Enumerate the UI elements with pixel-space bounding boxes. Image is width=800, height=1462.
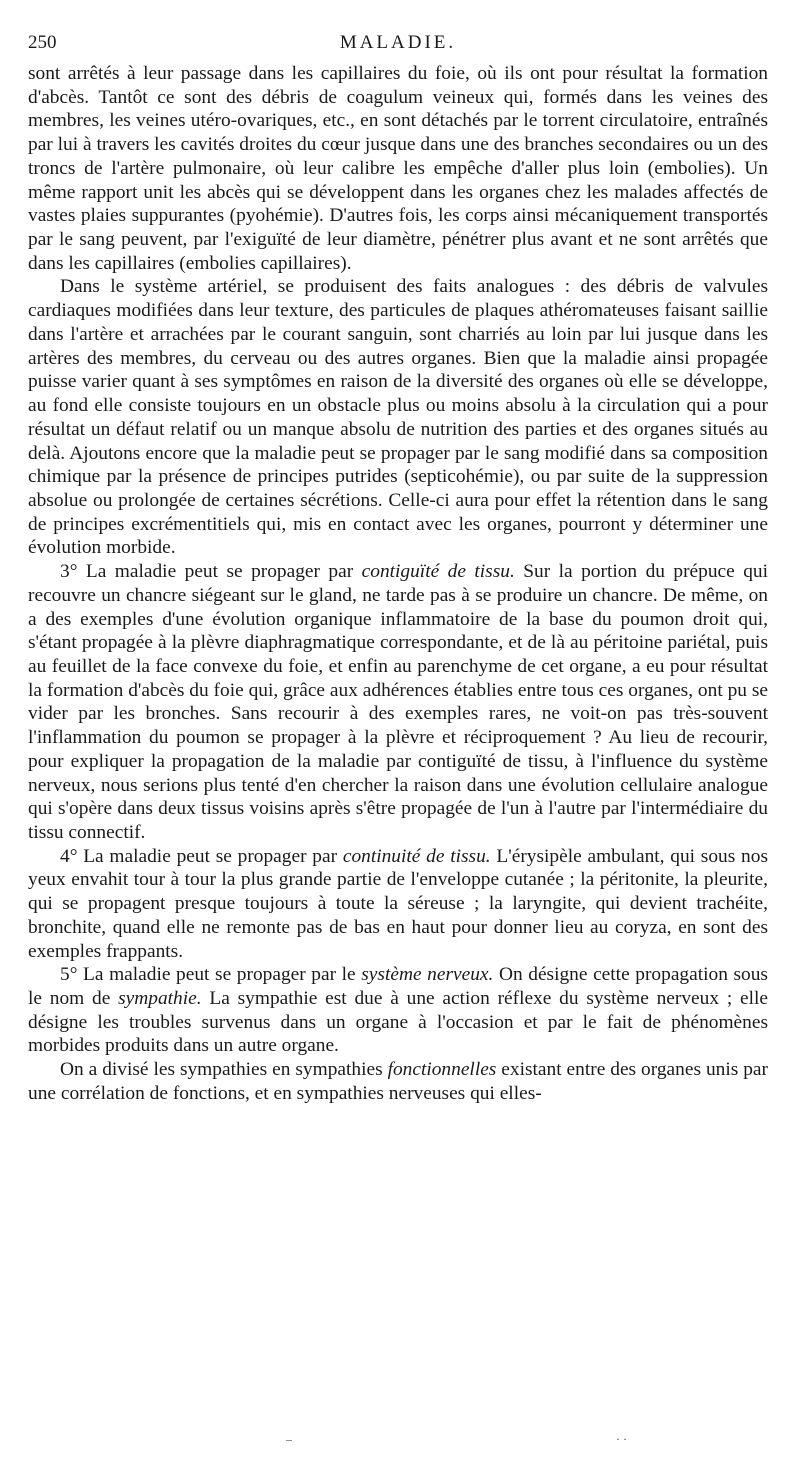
scan-marks [0,1432,800,1446]
paragraph-4-continuity [28,845,768,964]
scan-dash-mark: – [286,1432,292,1446]
body-text [28,62,768,1106]
paragraph-text: La sympathie est due à une action réflexe du système nerveux ; elle désigne les troubles survenus dans un organe à l'occasion et par le fait de phénomènes morbides produits dans un autre organe. [28,988,768,1057]
paragraph-2 [28,275,768,560]
running-head: MALADIE. [339,32,457,53]
paragraph-text: Dans le système artériel, se produisent des faits analogues : des débris de valvules cardiaques modifiées dans leur texture, des particules de plaques athéromateuses faisant saillie dans l'artère et arrachées par le courant sanguin, sont charriés au loin par lui jusque dans les artères des membres, du cerveau ou des autres organes. Bien que la maladie ainsi propagée puisse varier quant à ses symptômes en raison de la diversité des organes où elle se développe, au fond elle consiste toujours en un obstacle plus ou moins absolu à la circulation qui a pour résultat un défaut relatif ou un manque absolu de nutrition des parties et des organes situés au delà. Ajoutons encore que la maladie peut se propager par le sang modifié dans sa composition chimique par la présence de principes putrides (septicohémie), ou par suite de la suppression absolue ou prolongée de certaines sécrétions. Celle-ci aura pour effet la rétention dans le sang de principes excrémentitiels qui, mis en contact avec les organes, pourront y déterminer une évolution morbide. [28,276,768,559]
italic-term: système nerveux. [361,964,494,986]
page-number: 250 [28,32,57,53]
book-page [28,32,768,1106]
paragraph-text: On désigne cette propagation sous le nom de [28,964,768,1010]
paragraph-1 [28,62,768,275]
italic-term: sympathie. [118,988,202,1010]
paragraph-text: sont arrêtés à leur passage dans les capillaires du foie, où ils ont pour résultat la formation d'abcès. Tantôt ce sont des débris de coagulum veineux qui, formés dans les veines des membres, les veines utéro-ovariques, etc., en sont détachés par le torrent circulatoire, entraînés par lui à travers les cavités droites du cœur jusque dans une des branches secondaires ou un des troncs de l'artère pulmonaire, où leur calibre les empêche d'aller plus loin (embolies). Un même rapport unit les abcès qui se développent dans les organes chez les malades affectés de vastes plaies suppurantes (pyohémie). D'autres fois, les corps ainsi mécaniquement transportés par le sang peuvent, par l'exiguïté de leur diamètre, pénétrer plus avant et ne sont arrêtés que dans les capillaires (embolies capillaires). [28,63,768,274]
italic-term: continuité de tissu. [342,845,491,867]
paragraph-5-nervous-system [28,963,768,1058]
scan-dot-mark: · · [616,1432,627,1446]
paragraph-text: Sur la portion du prépuce qui recouvre un chancre siégeant sur le gland, ne tarde pas à se produire un chancre. De même, on a des exemples d'une évolution organique inflammatoire de la base du poumon droit qui, s'étant propagée à la plèvre diaphragmatique correspondante, et de là au péritoine pariétal, puis au feuillet de la face convexe du foie, et enfin au parenchyme de cet organe, a eu pour résultat la formation d'abcès du foie qui, grâce aux adhérences établies entre tous ces organes, ont pu se vider par les bronches. Sans recourir à des exemples rares, ne voit-on pas très-souvent l'inflammation du poumon se propager à la plèvre et réciproquement ? Au lieu de recourir, pour expliquer la propagation de la maladie par contiguïté de tissu, à l'influence du système nerveux, nous serions plus tenté d'en chercher la raison dans une évolution cellulaire analogue qui s'opère dans deux tissus voisins après s'être propagée de l'un à l'autre par l'intermédiaire du tissu connectif. [28,561,768,843]
paragraph-text: 3° La maladie peut se propager par [60,561,362,583]
italic-term: fonctionnelles [387,1059,497,1081]
paragraph-text: L'érysipèle ambulant, qui sous nos yeux envahit tour à tour la plus grande partie de l'enveloppe cutanée ; la péritonite, la pleurite, qui se propagent presque toujours à toute la séreuse ; la laryngite, qui devient trachéite, bronchite, quand elle ne remonte pas de bas en haut pour donner lieu au coryza, en sont des exemples frappants. [28,845,768,962]
paragraph-3-contiguity [28,560,768,845]
italic-term: contiguïté de tissu. [361,561,515,583]
paragraph-text: 4° La maladie peut se propager par [60,845,343,867]
paragraph-6-sympathies [28,1058,768,1105]
paragraph-text: 5° La maladie peut se propager par le [60,964,362,986]
paragraph-text: existant entre des organes unis par une corrélation de fonctions, et en sympathies nerveuses qui elles- [28,1059,768,1104]
paragraph-text: On a divisé les sympathies en sympathies [60,1059,388,1081]
page-header [28,32,768,58]
